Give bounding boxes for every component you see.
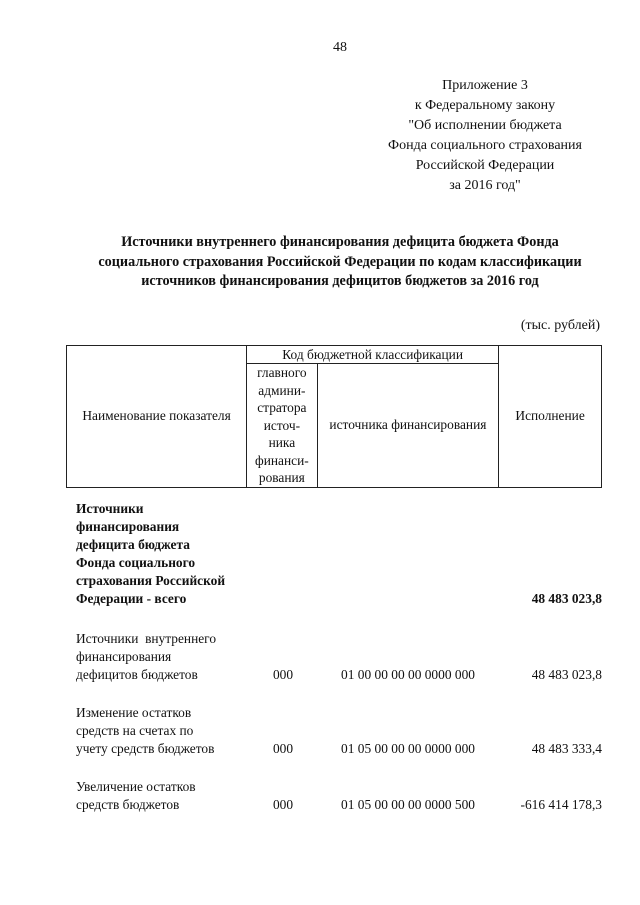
table-row	[66, 704, 602, 758]
row-source-code: 01 05 00 00 00 0000 000	[341, 741, 475, 756]
document-title	[60, 233, 620, 292]
header-admin-line: админи-	[258, 382, 306, 398]
row-name-line: дефицитов бюджетов	[76, 667, 198, 682]
row-name	[66, 704, 248, 758]
row-name-line: Источники внутреннего	[76, 631, 217, 646]
row-source-code	[318, 607, 498, 608]
table-row	[66, 500, 602, 608]
title-line: Источники внутреннего финансирования дефицита бюджета Фонда	[121, 234, 559, 250]
appendix-line: Фонда социального страхования	[388, 138, 582, 153]
row-name-line: финансирования	[76, 649, 172, 664]
row-amount: 48 483 333,4	[531, 741, 602, 756]
row-name-line: страхования Российской	[76, 573, 226, 588]
header-admin	[247, 364, 318, 488]
table-row	[66, 630, 602, 684]
row-name-line: средств бюджетов	[76, 797, 180, 812]
row-name-line: средств на счетах по	[76, 723, 194, 738]
row-source-code: 01 00 00 00 00 0000 000	[341, 667, 475, 682]
row-admin-code	[248, 607, 318, 608]
row-name	[66, 630, 248, 684]
header-name: Наименование показателя	[67, 346, 247, 488]
title-line: источников финансирования дефицитов бюджетов за 2016 год	[141, 273, 539, 289]
row-name	[66, 500, 248, 608]
table-row	[66, 778, 602, 814]
row-name-line: Фонда социального	[76, 555, 196, 570]
header-admin-line: главного	[257, 365, 307, 380]
header-code-group: Код бюджетной классификации	[247, 346, 499, 364]
row-name-line: финансирования	[76, 519, 180, 534]
header-source: источника финансирования	[317, 364, 499, 488]
row-name-line: Источники	[76, 501, 144, 516]
page-number: 48	[333, 40, 347, 55]
header-admin-line: стратора	[257, 400, 307, 415]
header-admin-line: ника	[268, 435, 296, 450]
appendix-line: "Об исполнении бюджета	[408, 118, 562, 133]
row-admin-code: 000	[272, 797, 294, 812]
table-body	[66, 500, 602, 834]
appendix-line: к Федеральному закону	[414, 98, 556, 113]
table-header	[66, 345, 602, 488]
row-name	[66, 778, 248, 814]
header-admin-line: рования	[258, 470, 305, 485]
appendix-line: Приложение 3	[442, 78, 528, 93]
header-execution: Исполнение	[499, 346, 602, 488]
header-admin-line: финанси-	[255, 452, 309, 468]
row-amount: -616 414 178,3	[520, 797, 602, 812]
row-name-line: Увеличение остатков	[76, 779, 196, 794]
row-source-code: 01 05 00 00 00 0000 500	[341, 797, 475, 812]
row-name-line: Федерации - всего	[76, 591, 187, 606]
row-admin-code: 000	[272, 741, 294, 756]
units-label: (тыс. рублей)	[520, 318, 600, 333]
appendix-line: Российской Федерации	[415, 158, 555, 173]
appendix-block	[360, 76, 610, 196]
header-admin-line: источ-	[263, 417, 301, 433]
row-amount: 48 483 023,8	[531, 591, 602, 606]
row-amount: 48 483 023,8	[531, 667, 602, 682]
row-name-line: Изменение остатков	[76, 705, 192, 720]
row-name-line: дефицита бюджета	[76, 537, 190, 552]
row-admin-code: 000	[272, 667, 294, 682]
title-line: социального страхования Российской Федерации по кодам классификации	[98, 253, 582, 270]
row-name-line: учету средств бюджетов	[76, 741, 215, 756]
appendix-line: за 2016 год"	[449, 178, 521, 193]
